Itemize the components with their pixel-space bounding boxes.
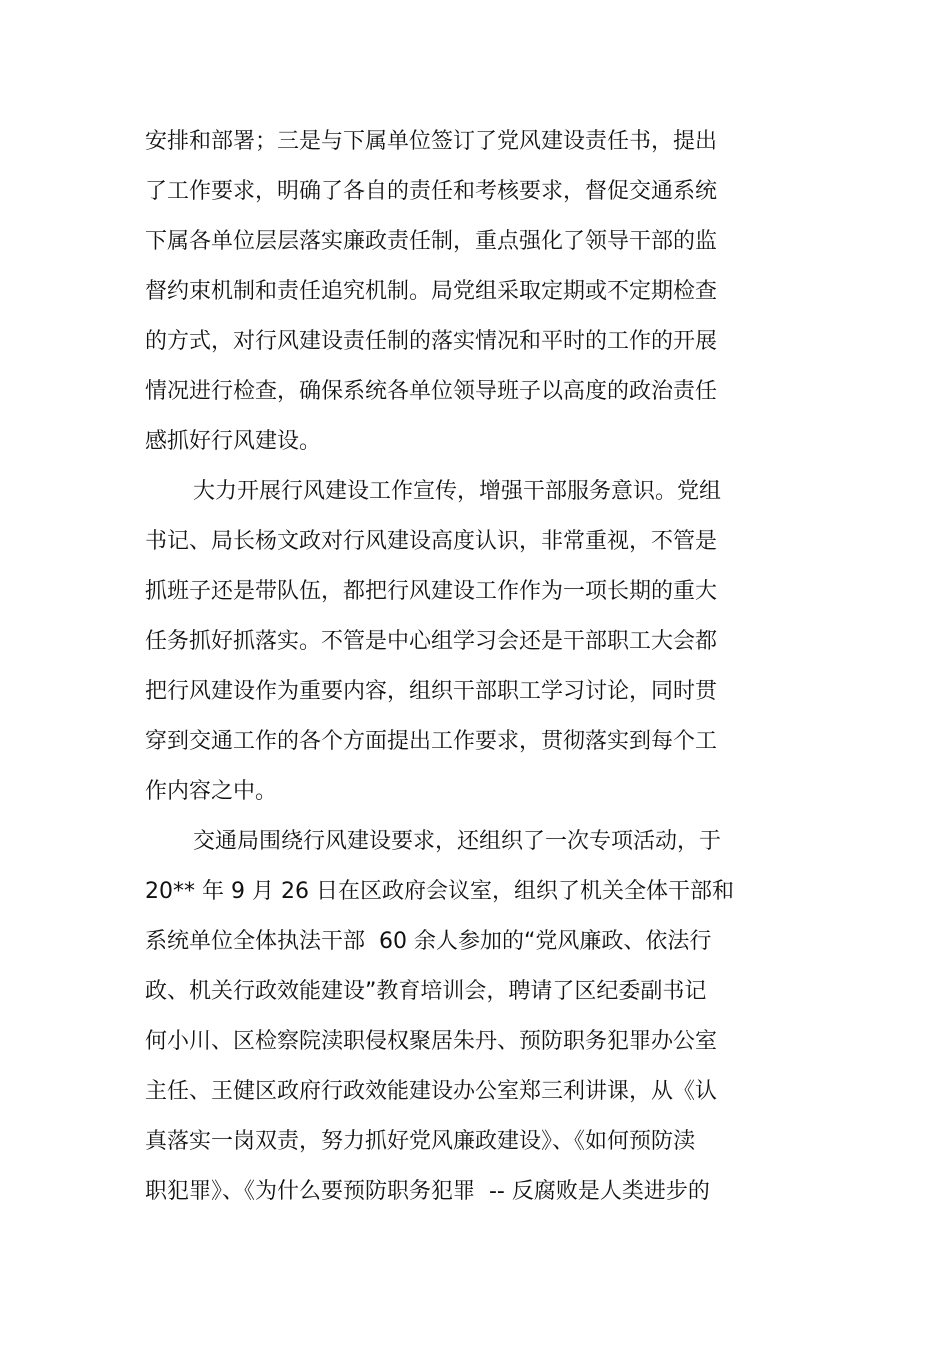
text-line: 穿到交通工作的各个方面提出工作要求，贯彻落实到每个工 xyxy=(145,729,718,754)
text-line: 何小川、区检察院渎职侵权聚居朱丹、预防职务犯罪办公室 xyxy=(145,1029,718,1054)
text-line: 职犯罪》、《为什么要预防职务犯罪 -- 反腐败是人类进步的 xyxy=(145,1179,710,1204)
text-line: 感抓好行风建设。 xyxy=(145,429,322,454)
text-line: 交通局围绕行风建设要求，还组织了一次专项活动，于 xyxy=(193,829,722,854)
text-line: 真落实一岗双责，努力抓好党风廉政建设》、《如何预防渎 xyxy=(145,1129,696,1154)
text-line: 作内容之中。 xyxy=(145,779,278,804)
text-line: 安排和部署；三是与下属单位签订了党风建设责任书，提出 xyxy=(145,129,718,154)
text-line: 20** 年 9 月 26 日在区政府会议室，组织了机关全体干部和 xyxy=(145,879,734,904)
text-line: 下属各单位层层落实廉政责任制，重点强化了领导干部的监 xyxy=(145,229,718,254)
text-line: 督约束机制和责任追究机制。局党组采取定期或不定期检查 xyxy=(145,279,718,304)
text-line: 大力开展行风建设工作宣传，增强干部服务意识。党组 xyxy=(193,479,722,504)
text-line: 把行风建设作为重要内容，组织干部职工学习讨论，同时贯 xyxy=(145,679,718,704)
text-line: 系统单位全体执法干部 60 余人参加的“党风廉政、依法行 xyxy=(145,929,712,954)
text-line: 书记、局长杨文政对行风建设高度认识，非常重视，不管是 xyxy=(145,529,718,554)
text-line: 抓班子还是带队伍，都把行风建设工作作为一项长期的重大 xyxy=(145,579,718,604)
text-line: 主任、王健区政府行政效能建设办公室郑三利讲课，从《认 xyxy=(145,1079,718,1104)
text-line: 任务抓好抓落实。不管是中心组学习会还是干部职工大会都 xyxy=(145,629,718,654)
text-line: 了工作要求，明确了各自的责任和考核要求，督促交通系统 xyxy=(145,179,718,204)
text-line: 政、机关行政效能建设”教育培训会，聘请了区纪委副书记 xyxy=(145,979,707,1004)
text-line: 情况进行检查，确保系统各单位领导班子以高度的政治责任 xyxy=(145,379,718,404)
text-line: 的方式，对行风建设责任制的落实情况和平时的工作的开展 xyxy=(145,329,718,354)
